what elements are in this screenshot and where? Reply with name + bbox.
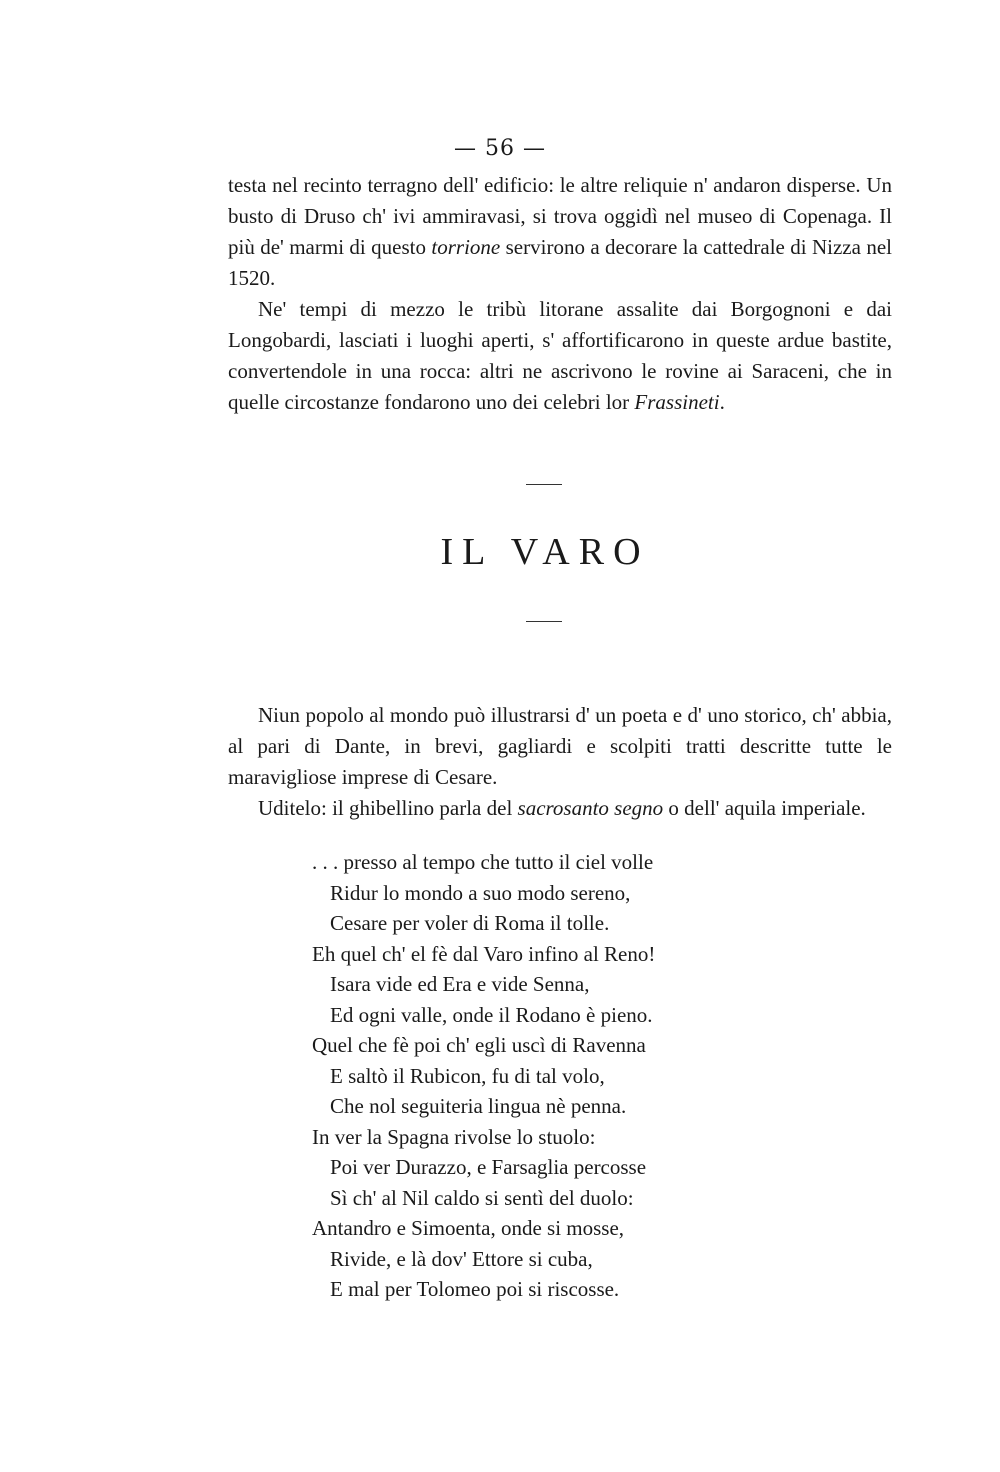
paragraph-text: servirono a decorare la cattedrale di Nizza nel 1520.	[228, 235, 892, 290]
paragraph-middle-ages	[228, 294, 892, 418]
paragraph-italic-term: Frassineti	[634, 390, 720, 414]
poem-line: In ver la Spagna rivolse lo stuolo:	[312, 1124, 596, 1149]
paragraph-text: o dell' aquila imperiale.	[663, 796, 866, 820]
paragraph-uditelo	[228, 793, 892, 824]
paragraph-italic-term: sacrosanto segno	[517, 796, 664, 820]
section-divider-bottom	[526, 621, 562, 622]
page-number: — 56 —	[454, 136, 546, 161]
paragraph-italic-term: torrione	[431, 235, 501, 259]
poem-line: Sì ch' al Nil caldo si sentì del duolo:	[330, 1185, 634, 1210]
poem-line: Quel che fè poi ch' egli uscì di Ravenna	[312, 1033, 646, 1057]
varo-text-block	[228, 700, 892, 824]
section-divider-top	[526, 484, 562, 485]
poem-line: Poi ver Durazzo, e Farsaglia percosse	[330, 1155, 647, 1179]
poem-line: . . . presso al tempo che tutto il ciel volle	[312, 850, 654, 874]
poem-line: Eh quel ch' el fè dal Varo infino al Reno!	[312, 941, 656, 966]
poem-line: Ed ogni valle, onde il Rodano è pieno.	[330, 1002, 653, 1027]
section-title: IL VARO	[440, 531, 650, 573]
top-text-block	[228, 170, 892, 418]
poem-line: Antandro e Simoenta, onde si mosse,	[312, 1216, 625, 1240]
poem-line: Ridur lo mondo a suo modo sereno,	[330, 880, 631, 905]
paragraph-continuation	[228, 170, 892, 294]
poem-line: Che nol seguiteria lingua nè penna.	[330, 1094, 627, 1118]
paragraph-text: Uditelo: il ghibellino parla del	[258, 796, 518, 820]
poem-line: E saltò il Rubicon, fu di tal volo,	[330, 1063, 605, 1088]
poem-line: E mal per Tolomeo poi si riscosse.	[330, 1277, 620, 1301]
paragraph-intro: Niun popolo al mondo può illustrarsi d' un poeta e d' uno storico, ch' abbia, al pari di Dante, in brevi, gagliardi e scolpiti tratti descritte tutte le maravigliose imprese di Cesare.	[228, 703, 892, 789]
poem-line: Rivide, e là dov' Ettore si cuba,	[330, 1246, 593, 1271]
poem-line: Cesare per voler di Roma il tolle.	[330, 911, 610, 935]
paragraph-text: .	[719, 390, 725, 414]
paragraph-text: Ne' tempi di mezzo le tribù litorane assalite dai Borgognoni e dai Longobardi, lasciati i luoghi aperti, s' affortificarono in queste ardue bastite, convertendole in una rocca: altri ne ascrivono le rovine ai Saraceni, che in quelle circostanze fondarono uno dei celebri lor	[228, 297, 892, 414]
poem-line: Isara vide ed Era e vide Senna,	[330, 972, 590, 996]
paragraph-text: testa nel recinto terragno dell' edificio: le altre reliquie n' andaron disperse. Un busto di Druso ch' ivi ammiravasi, si trova oggidì nel museo di Copenaga. Il più de' marmi di questo	[228, 173, 892, 259]
